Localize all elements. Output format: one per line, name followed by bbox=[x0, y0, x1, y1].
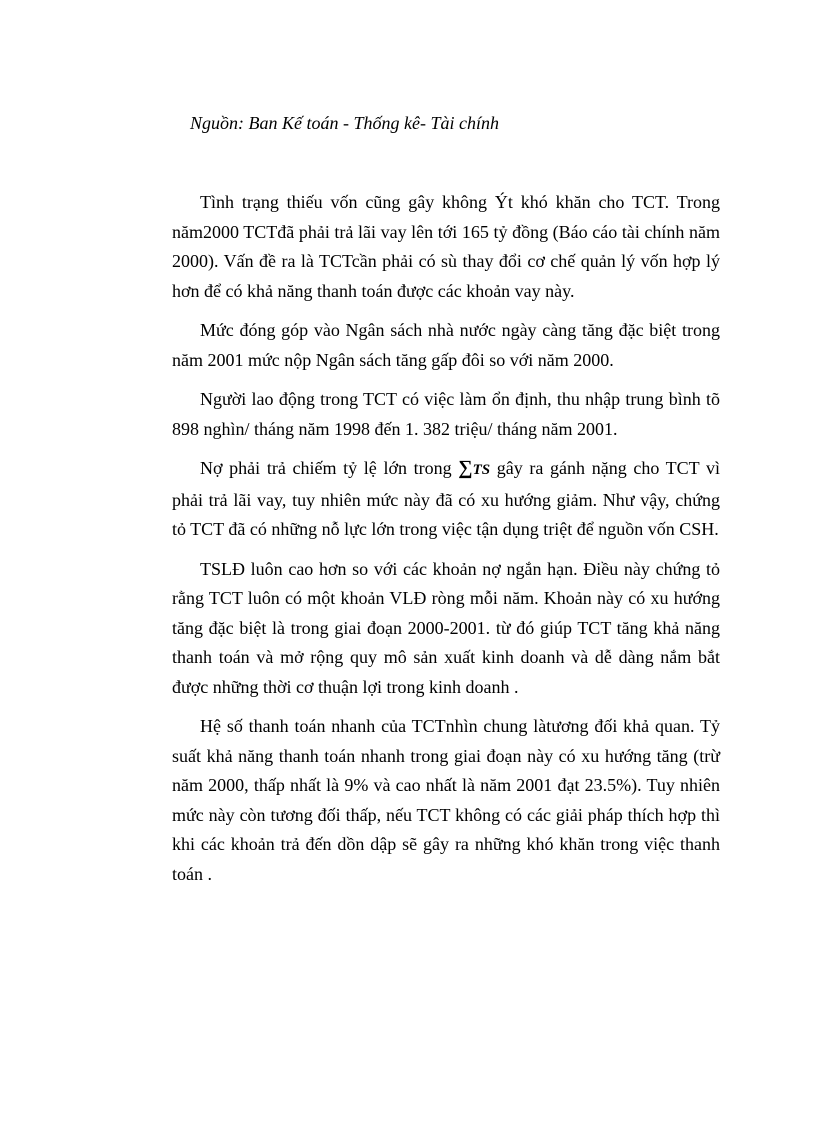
body-text bbox=[172, 188, 720, 899]
paragraph-liabilities-rest: gây ra gánh nặng cho TCT vì phải trả lãi vay, tuy nhiên mức này đã có xu hướng giảm. Như vậy, chứng tỏ TCT đã có những nỗ lực lớn trong việc tận dụng triệt để nguồn vốn CSH. bbox=[172, 458, 721, 539]
paragraph-current-assets: TSLĐ luôn cao hơn so với các khoản nợ ngắn hạn. Điều này chứng tỏ rằng TCT luôn có một khoản VLĐ ròng mỗi năm. Khoản này có xu hướng tăng đặc biệt là trong giai đoạn 2000-2001. từ đó giúp TCT tăng khả năng thanh toán và mở rộng quy mô sản xuất kinh doanh và dễ dàng nắm bắt được những thời cơ thuận lợi trong kinh doanh . bbox=[172, 558, 720, 697]
paragraph-quick-ratio: Hệ số thanh toán nhanh của TCTnhìn chung làtương đối khả quan. Tỷ suất khả năng thanh toán nhanh trong giai đoạn này có xu hướng tăng (trừ năm 2000, thấp nhất là 9% và cao nhất là năm 2001 đạt 23.5%). Tuy nhiên mức này còn tương đối thấp, nếu TCT không có các giải pháp thích hợp thì khi các khoản trả đến dồn dập sẽ gây ra những khó khăn trong việc thanh toán . bbox=[172, 716, 720, 884]
sum-symbol-subscript: TS bbox=[472, 462, 491, 478]
paragraph-state-budget: Mức đóng góp vào Ngân sách nhà nước ngày càng tăng đặc biệt trong năm 2001 mức nộp Ngân sách tăng gấp đôi so với năm 2000. bbox=[172, 320, 720, 370]
paragraph-capital-shortage: Tình trạng thiếu vốn cũng gây không Ýt khó khăn cho TCT. Trong năm2000 TCTđã phải trả lãi vay lên tới 165 tỷ đồng (Báo cáo tài chính năm 2000). Vấn đề ra là TCTcần phải có sù thay đổi cơ chế quản lý vốn hợp lý hơn để có khả năng thanh toán được các khoản vay này. bbox=[172, 192, 720, 301]
paragraph-liabilities bbox=[172, 454, 720, 545]
sum-symbol: ∑ bbox=[458, 457, 473, 479]
paragraph-liabilities-lead: Nợ phải trả chiếm tỷ lệ lớn trong bbox=[200, 458, 452, 478]
source-caption: Nguồn: Ban Kế toán - Thống kê- Tài chính bbox=[190, 113, 499, 133]
paragraph-employee-income: Người lao động trong TCT có việc làm ổn định, thu nhập trung bình tõ 898 nghìn/ tháng năm 1998 đến 1. 382 triệu/ tháng năm 2001. bbox=[172, 389, 720, 439]
